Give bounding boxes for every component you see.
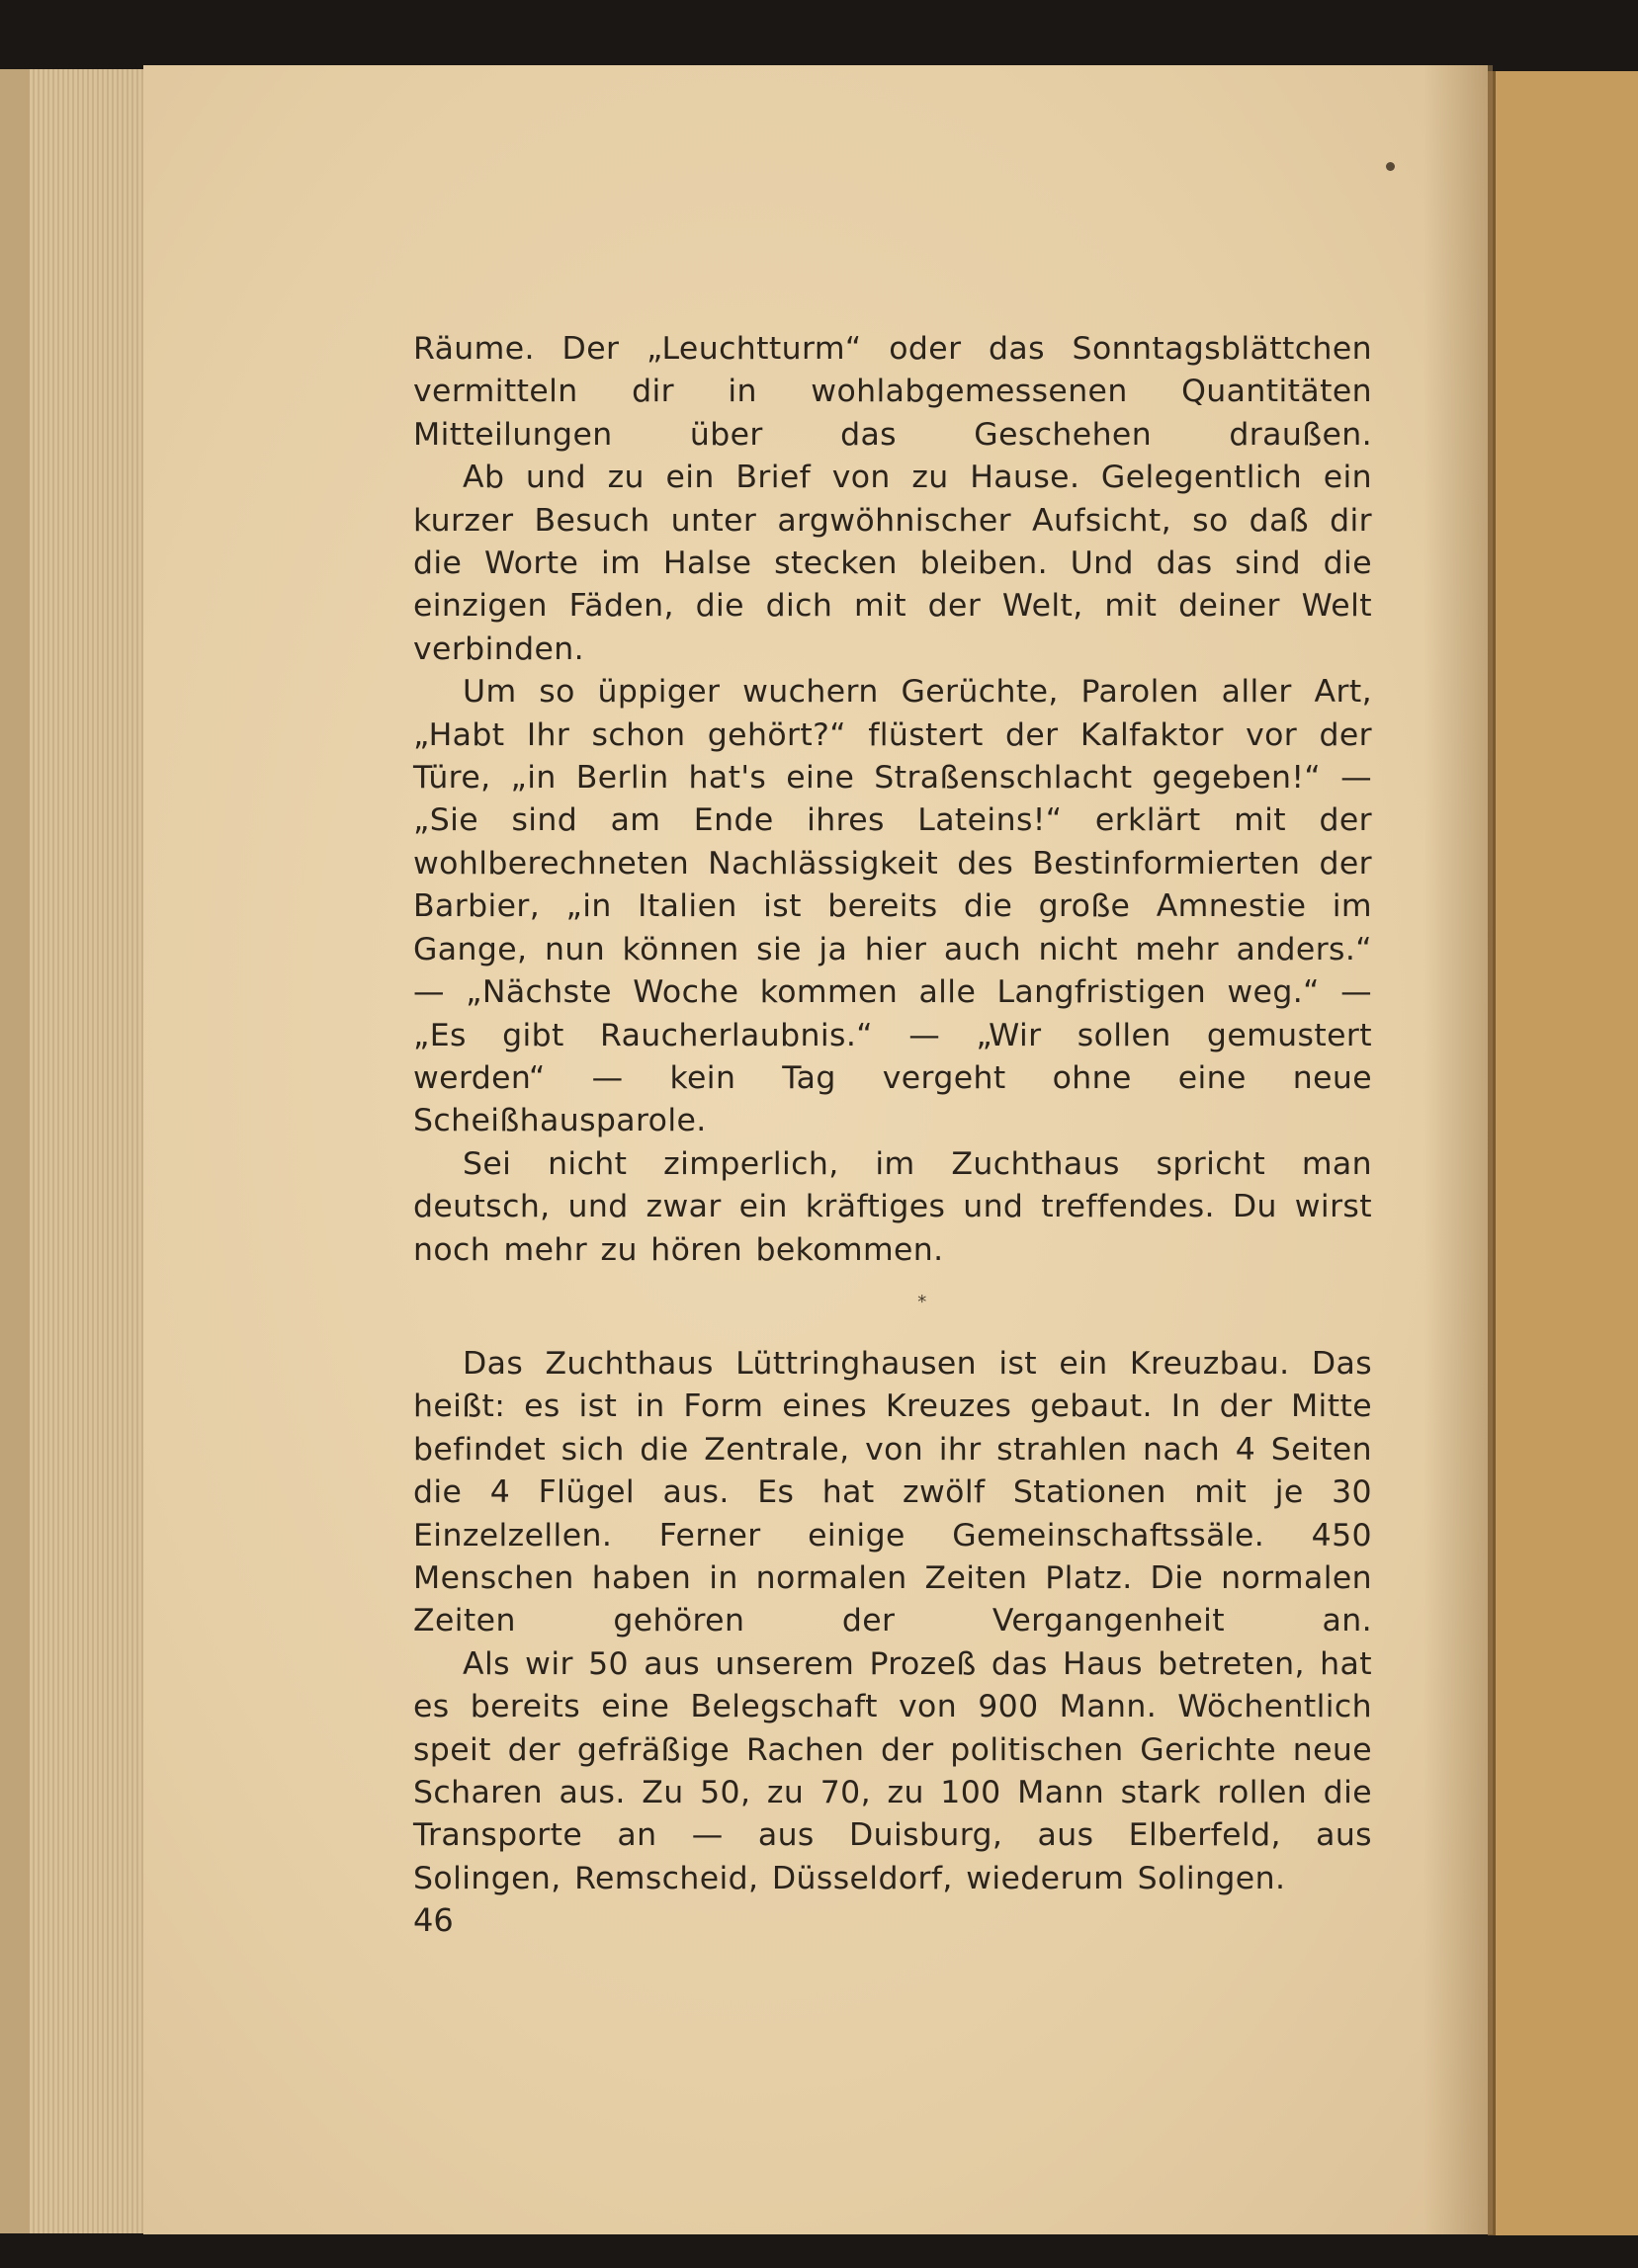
section-break-asterisk: * — [917, 1291, 927, 1312]
cover-board — [1488, 71, 1638, 2235]
paragraph: Um so üppiger wuchern Gerüchte, Parolen aller Art, „Habt Ihr schon gehört?“ flüstert der Kalfaktor vor der Türe, „in Berlin hat's eine Straßenschlacht gegeben!“ — „Sie sind am Ende ihres Lateins!“ erklärt mit der wohlberechneten Nachlässigkeit des Bestinformierten der Barbier, „in Italien ist bereits die große Amnestie im Gange, nun können sie ja hier auch nicht mehr anders.“ — „Nächste Woche kommen alle Langfristigen weg.“ — „Es gibt Raucherlaubnis.“ — „Wir sollen gemustert werden“ — kein Tag vergeht ohne eine neue Scheißhausparole. — [413, 674, 1372, 1139]
paragraph: Als wir 50 aus unserem Prozeß das Haus betreten, hat es bereits eine Belegschaft von 900 Mann. Wöchentlich speit der gefräßige Rachen der politischen Gerichte neue Scharen aus. Zu 50, zu 70, zu 100 Mann stark rollen die Transporte an — aus Duisburg, aus Elberfeld, aus Solingen, Remscheid, Düsseldorf, wiederum Solingen. — [413, 1645, 1372, 1896]
paragraph: Das Zuchthaus Lüttringhausen ist ein Kreuzbau. Das heißt: es ist in Form eines Kreuzes gebaut. In der Mitte befindet sich die Zentrale, von ihr strahlen nach 4 Seiten die 4 Flügel aus. Es hat zwölf Stationen mit je 30 Einzelzellen. Ferner einige Gemeinschaftssäle. 450 Menschen haben in normalen Zeiten Platz. Die normalen Zeiten gehören der Vergangenheit an. — [413, 1345, 1372, 1639]
paragraph: Räume. Der „Leuchtturm“ oder das Sonntagsblättchen vermitteln dir in wohlabgemessenen Quantitäten Mitteilungen über das Geschehen draußen. — [413, 331, 1372, 453]
gutter-shadow — [1423, 65, 1493, 2234]
body-text — [413, 328, 1372, 1900]
ink-dot-mark — [1386, 162, 1395, 171]
binding-strip — [0, 69, 30, 2233]
page-number: 46 — [413, 1901, 454, 1939]
paragraph: Sei nicht zimperlich, im Zuchthaus spricht man deutsch, und zwar ein kräftiges und treffendes. Du wirst noch mehr zu hören bekommen. — [413, 1145, 1372, 1268]
paragraph: Ab und zu ein Brief von zu Hause. Gelegentlich ein kurzer Besuch unter argwöhnischer Aufsicht, so daß dir die Worte im Halse stecken bleiben. Und das sind die einzigen Fäden, die dich mit der Welt, mit deiner Welt verbinden. — [413, 460, 1372, 667]
